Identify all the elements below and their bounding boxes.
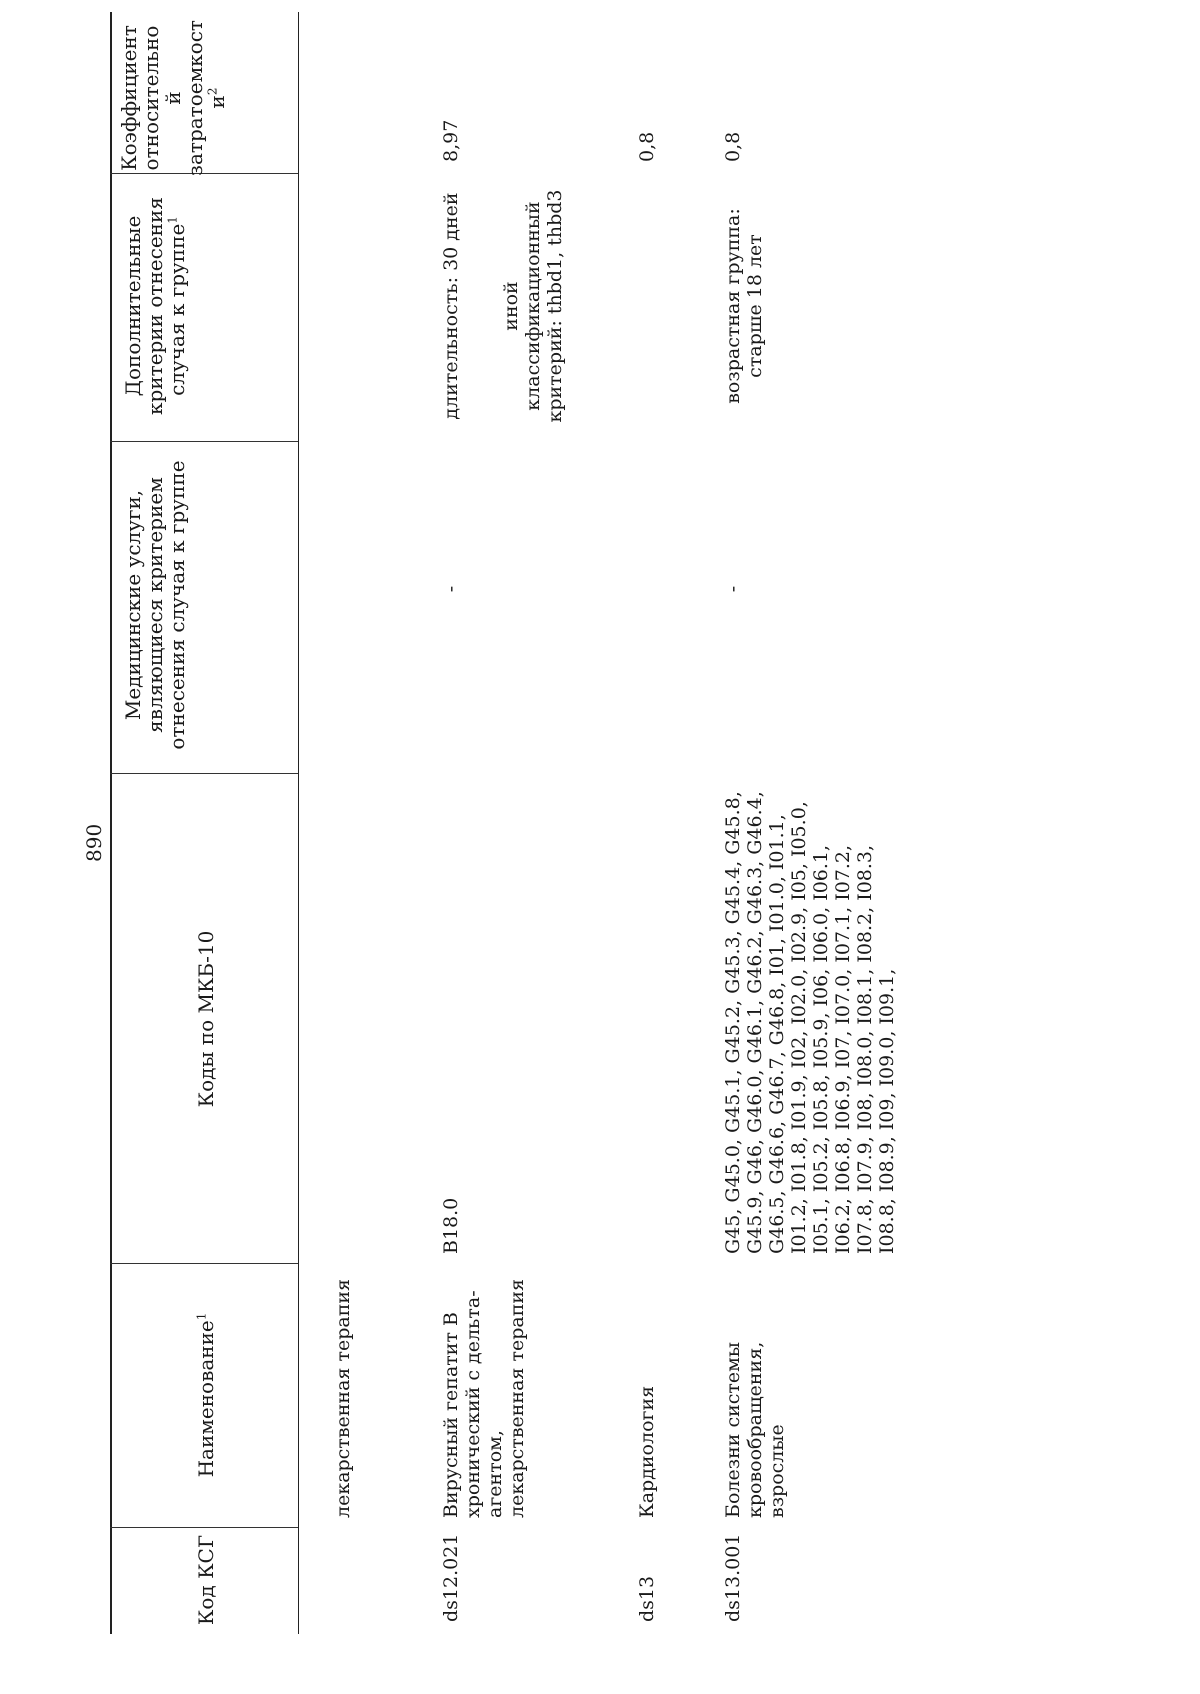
page-number: 890 — [82, 823, 106, 862]
row-icd-codes: B18.0 — [440, 1197, 462, 1254]
row-icd-codes: G45, G45.0, G45.1, G45.2, G45.3, G45.4, G45.8, G45.9, G46, G46.0, G46.1, G46.2, G46.3, G46.4, G46.5, G46.6, G46.7, G46.8, I01, I01.0, I01.1, I01.2, I01.8, I01.9, I02, I02.0, I02.9, I05, I05.0, I05.1, I05.2, I05.8, I05.9, I06, I06.0, I06.1, I06.2, I06.8, I06.9, I07, I07.0, I07.1, I07.2, I07.8, I07.9, I08, I08.0, I08.1, I08.2, I08.3, I08.8, I08.9, I09, I09.0, I09.1, — [722, 791, 898, 1254]
header-name: Наименование$^1$ — [193, 1312, 218, 1478]
row-coef: 0,8 — [636, 131, 658, 162]
row-coef: 8,97 — [440, 119, 462, 162]
header-top-rule — [110, 12, 112, 1634]
row-code: ds13.001 — [722, 1533, 744, 1622]
header-icd: Коды по МКБ-10 — [193, 930, 218, 1108]
row-additional-duration: длительность: 30 дней — [440, 192, 462, 420]
header-services: Медицинские услуги, являющиеся критерием отнесения случая к группе — [121, 460, 189, 750]
header-bottom-rule — [298, 12, 299, 1634]
row-services: - — [440, 585, 462, 593]
column-divider — [110, 1527, 298, 1528]
row-additional: возрастная группа: старше 18 лет — [722, 208, 766, 404]
header-code: Код КСГ — [193, 1534, 218, 1626]
row-code: ds12.021 — [440, 1533, 462, 1622]
header-additional: Дополнительные критерии отнесения случая к группе$^1$ — [121, 197, 189, 415]
header-coef: Коэффициент относительно й затратоемкост $и^2$ — [117, 20, 229, 176]
row-name: лекарственная терапия — [332, 1278, 354, 1518]
column-divider — [110, 773, 298, 774]
row-additional-criterion: иной классификационный критерий: thbd1, thbd3 — [500, 189, 566, 423]
row-coef: 0,8 — [722, 131, 744, 162]
column-divider — [110, 1263, 298, 1264]
row-name: Болезни системы кровообращения, взрослые — [722, 1341, 788, 1518]
row-name: Вирусный гепатит B хронический с дельта-агентом, лекарственная терапия — [440, 1278, 528, 1518]
row-name: Кардиология — [636, 1385, 658, 1518]
column-divider — [110, 441, 298, 442]
row-services: - — [722, 585, 744, 593]
row-code: ds13 — [636, 1575, 658, 1622]
